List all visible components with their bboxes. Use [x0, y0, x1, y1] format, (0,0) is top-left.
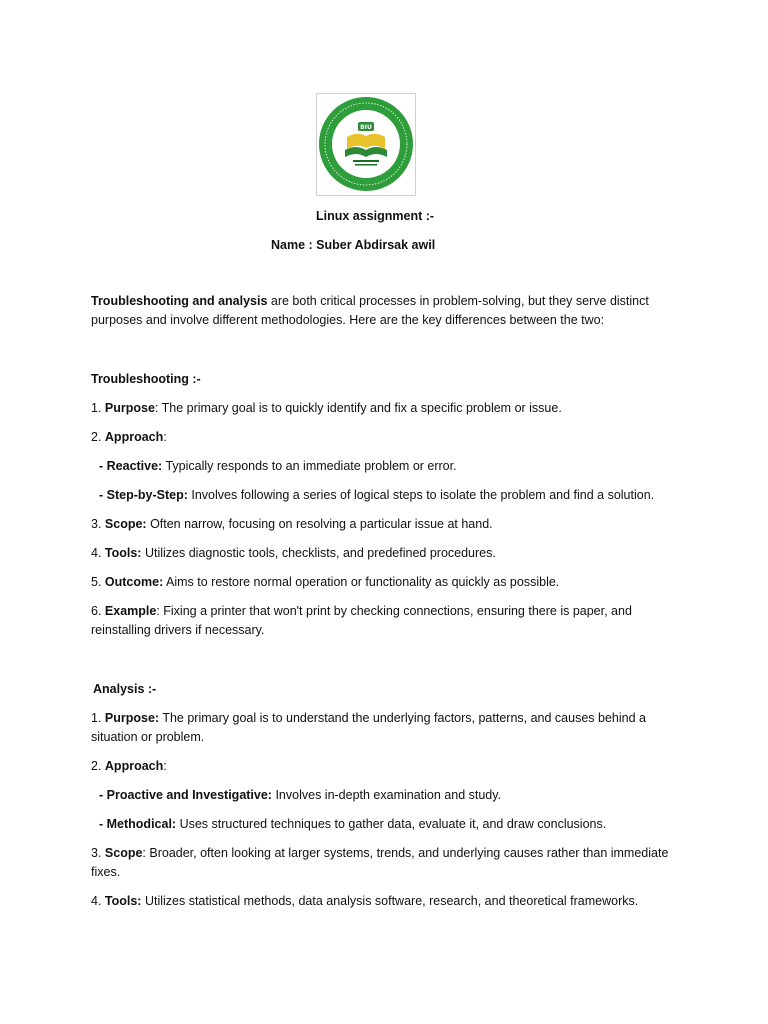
- list-item: 2. Approach:: [91, 759, 167, 773]
- list-item-continuation: reinstalling drivers if necessary.: [91, 623, 265, 637]
- list-subitem: - Step-by-Step: Involves following a series of logical steps to isolate the problem and find a solution.: [99, 488, 655, 502]
- student-name: Name : Suber Abdirsak awil: [271, 238, 436, 252]
- list-subitem: - Methodical: Uses structured techniques to gather data, evaluate it, and draw conclusions.: [99, 817, 607, 831]
- list-subitem: - Reactive: Typically responds to an immediate problem or error.: [99, 459, 457, 473]
- list-item-continuation: situation or problem.: [91, 730, 205, 744]
- list-item-continuation: fixes.: [91, 865, 121, 879]
- svg-text:BIU: BIU: [360, 124, 372, 131]
- list-item: 1. Purpose: The primary goal is to understand the underlying factors, patterns, and causes behind a: [91, 711, 646, 725]
- intro-line-1: Troubleshooting and analysis are both critical processes in problem-solving, but they serve distinct: [91, 294, 649, 308]
- list-item: 4. Tools: Utilizes diagnostic tools, checklists, and predefined procedures.: [91, 546, 496, 560]
- list-item: 3. Scope: Broader, often looking at larger systems, trends, and underlying causes rather than immediate: [91, 846, 669, 860]
- university-logo: [316, 93, 416, 196]
- list-item: 1. Purpose: The primary goal is to quickly identify and fix a specific problem or issue.: [91, 401, 562, 415]
- analysis-heading: Analysis :-: [93, 682, 157, 696]
- assignment-title: Linux assignment :-: [316, 209, 435, 223]
- list-item: 3. Scope: Often narrow, focusing on resolving a particular issue at hand.: [91, 517, 493, 531]
- list-item: 2. Approach:: [91, 430, 167, 444]
- list-item: 6. Example: Fixing a printer that won't print by checking connections, ensuring there is paper, and: [91, 604, 632, 618]
- list-subitem: - Proactive and Investigative: Involves in-depth examination and study.: [99, 788, 502, 802]
- troubleshooting-heading: Troubleshooting :-: [91, 372, 201, 386]
- intro-line-2: purposes and involve different methodologies. Here are the key differences between the two:: [91, 313, 605, 327]
- university-seal-icon: [317, 94, 415, 195]
- list-item: 5. Outcome: Aims to restore normal operation or functionality as quickly as possible.: [91, 575, 560, 589]
- list-item: 4. Tools: Utilizes statistical methods, data analysis software, research, and theoretical frameworks.: [91, 894, 639, 908]
